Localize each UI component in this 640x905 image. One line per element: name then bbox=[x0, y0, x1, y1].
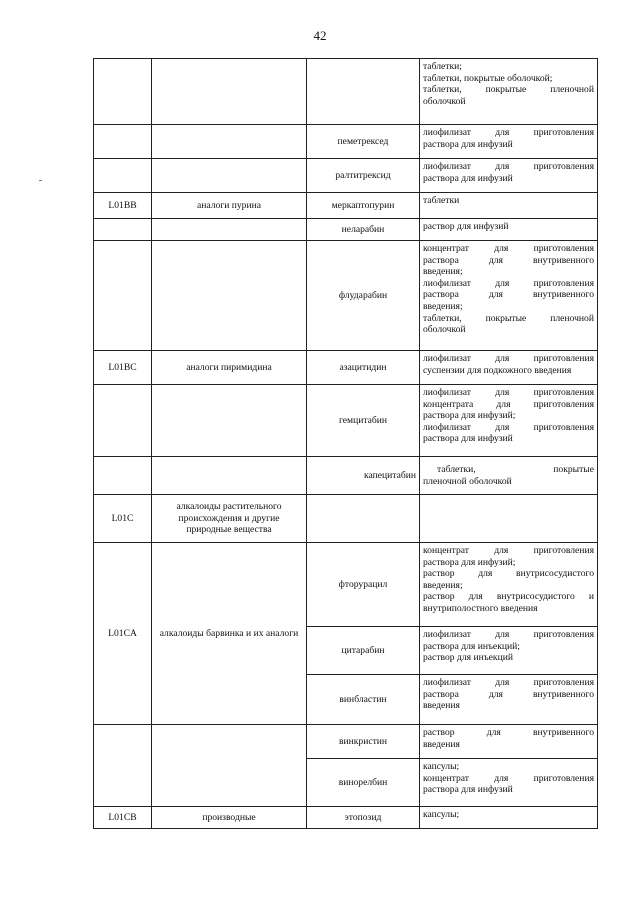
dosage-form-cell bbox=[420, 457, 598, 495]
group-cell: алкалоиды барвинка и их аналоги bbox=[152, 543, 307, 725]
atc-code-cell bbox=[94, 125, 152, 159]
form-line: таблетки, покрытые bbox=[437, 463, 594, 475]
form-line: таблетки, покрытые пленочной bbox=[423, 312, 594, 324]
group-cell bbox=[152, 385, 307, 457]
form-line: раствора для внутривенного bbox=[423, 254, 594, 266]
form-line: таблетки, покрытые оболочкой; bbox=[423, 72, 553, 84]
table-row bbox=[94, 219, 598, 241]
atc-code-cell: L01BB bbox=[94, 193, 152, 219]
form-line: концентрат для приготовления bbox=[423, 243, 594, 254]
table-row bbox=[94, 125, 598, 159]
dosage-form-cell bbox=[420, 241, 598, 351]
group-cell bbox=[152, 219, 307, 241]
drug-name-cell: этопозид bbox=[307, 807, 420, 829]
form-line: раствора для инфузий; bbox=[423, 556, 516, 568]
drug-name-cell: фторурацил bbox=[307, 543, 420, 627]
form-line: суспензии для подкожного введения bbox=[423, 364, 572, 376]
form-line: раствора для инфузий bbox=[423, 138, 513, 150]
table-row bbox=[94, 543, 598, 627]
form-line: раствор для внутрисосудистого bbox=[423, 568, 594, 580]
drug-name-cell bbox=[307, 495, 420, 543]
dosage-form-cell bbox=[420, 675, 598, 725]
atc-code-cell bbox=[94, 159, 152, 193]
form-line: лиофилизат для приготовления bbox=[423, 387, 594, 398]
table-row bbox=[94, 807, 598, 829]
atc-code-cell: L01BC bbox=[94, 351, 152, 385]
form-line: раствора для инъекций; bbox=[423, 640, 520, 652]
drug-name-cell bbox=[307, 59, 420, 125]
drug-name-cell: ралтитрексид bbox=[307, 159, 420, 193]
dosage-form-cell bbox=[420, 759, 598, 807]
drug-name-cell: меркаптопурин bbox=[307, 193, 420, 219]
form-line: концентрат для приготовления bbox=[423, 545, 594, 556]
form-line: введения; bbox=[423, 300, 463, 312]
table-row bbox=[94, 495, 598, 543]
form-line: введения; bbox=[423, 266, 463, 278]
table-row bbox=[94, 457, 598, 495]
dosage-form-cell bbox=[420, 219, 598, 241]
group-cell: аналоги пурина bbox=[152, 193, 307, 219]
form-line: лиофилизат для приготовления bbox=[423, 277, 594, 289]
form-line: раствора для инфузий bbox=[423, 433, 513, 445]
table-row bbox=[94, 159, 598, 193]
scan-mark bbox=[39, 180, 42, 181]
group-cell: производные bbox=[152, 807, 307, 829]
dosage-form-cell bbox=[420, 807, 598, 829]
form-line: капсулы; bbox=[423, 761, 460, 772]
form-line: таблетки bbox=[423, 195, 460, 206]
drug-name-cell: цитарабин bbox=[307, 627, 420, 675]
form-line: раствора для внутривенного bbox=[423, 688, 594, 700]
table-row bbox=[94, 351, 598, 385]
drug-name-cell: капецитабин bbox=[307, 457, 420, 495]
form-line: раствора для инфузий bbox=[423, 172, 513, 184]
group-cell bbox=[152, 125, 307, 159]
form-line: раствор для внутривенного bbox=[423, 727, 594, 738]
form-line: раствор для инфузий bbox=[423, 221, 509, 232]
group-cell: аналоги пиримидина bbox=[152, 351, 307, 385]
form-line: лиофилизат для приготовления bbox=[423, 353, 594, 364]
dosage-form-cell bbox=[420, 385, 598, 457]
form-line: лиофилизат для приготовления bbox=[423, 629, 594, 640]
form-line: раствор для внутрисосудистого и bbox=[423, 591, 594, 603]
atc-code-cell bbox=[94, 219, 152, 241]
drug-name-cell: азацитидин bbox=[307, 351, 420, 385]
group-cell bbox=[152, 159, 307, 193]
drug-table bbox=[93, 58, 598, 829]
form-line: лиофилизат для приготовления bbox=[423, 127, 594, 138]
form-line: введения bbox=[423, 738, 460, 750]
atc-code-cell: L01C bbox=[94, 495, 152, 543]
form-line: оболочкой bbox=[423, 324, 466, 336]
atc-code-cell bbox=[94, 457, 152, 495]
form-line: таблетки; bbox=[423, 61, 462, 72]
dosage-form-cell bbox=[420, 59, 598, 125]
form-line: раствора для внутривенного bbox=[423, 289, 594, 301]
form-line: капсулы; bbox=[423, 809, 460, 820]
dosage-form-cell bbox=[420, 351, 598, 385]
table-row bbox=[94, 193, 598, 219]
form-line: концентрат для приготовления bbox=[423, 772, 594, 784]
dosage-form-cell bbox=[420, 495, 598, 543]
group-cell bbox=[152, 457, 307, 495]
atc-code-cell: L01CA bbox=[94, 543, 152, 725]
form-line: введения bbox=[423, 700, 460, 712]
drug-name-cell: пеметрексед bbox=[307, 125, 420, 159]
form-line: внутриполостного введения bbox=[423, 602, 538, 614]
dosage-form-cell bbox=[420, 159, 598, 193]
dosage-form-cell bbox=[420, 725, 598, 759]
form-line: раствора для инфузий; bbox=[423, 410, 516, 422]
group-cell bbox=[152, 59, 307, 125]
drug-name-cell: неларабин bbox=[307, 219, 420, 241]
form-line: раствор для инъекций bbox=[423, 652, 513, 664]
table-row bbox=[94, 59, 598, 125]
atc-code-cell bbox=[94, 725, 152, 807]
table-row bbox=[94, 725, 598, 759]
form-line: таблетки, покрытые пленочной bbox=[423, 84, 594, 96]
drug-name-cell: флударабин bbox=[307, 241, 420, 351]
form-line: раствора для инфузий bbox=[423, 784, 513, 796]
form-line: лиофилизат для приготовления bbox=[423, 677, 594, 688]
group-cell bbox=[152, 241, 307, 351]
drug-name-cell: винбластин bbox=[307, 675, 420, 725]
atc-code-cell: L01CB bbox=[94, 807, 152, 829]
table-row bbox=[94, 385, 598, 457]
form-line: пленочной оболочкой bbox=[423, 475, 512, 487]
dosage-form-cell bbox=[420, 627, 598, 675]
drug-name-cell: винкристин bbox=[307, 725, 420, 759]
form-line: концентрата для приготовления bbox=[423, 398, 594, 410]
group-cell: алкалоиды растительного происхождения и другие природные вещества bbox=[152, 495, 307, 543]
dosage-form-cell bbox=[420, 193, 598, 219]
form-line: оболочкой bbox=[423, 95, 466, 107]
dosage-form-cell bbox=[420, 125, 598, 159]
dosage-form-cell bbox=[420, 543, 598, 627]
atc-code-cell bbox=[94, 241, 152, 351]
table-row bbox=[94, 241, 598, 351]
atc-code-cell bbox=[94, 385, 152, 457]
atc-code-cell bbox=[94, 59, 152, 125]
group-cell bbox=[152, 725, 307, 807]
form-line: лиофилизат для приготовления bbox=[423, 161, 594, 172]
drug-name-cell: винорелбин bbox=[307, 759, 420, 807]
form-line: лиофилизат для приготовления bbox=[423, 421, 594, 433]
page-number: 42 bbox=[313, 28, 327, 43]
form-line: введения; bbox=[423, 579, 463, 591]
drug-name-cell: гемцитабин bbox=[307, 385, 420, 457]
